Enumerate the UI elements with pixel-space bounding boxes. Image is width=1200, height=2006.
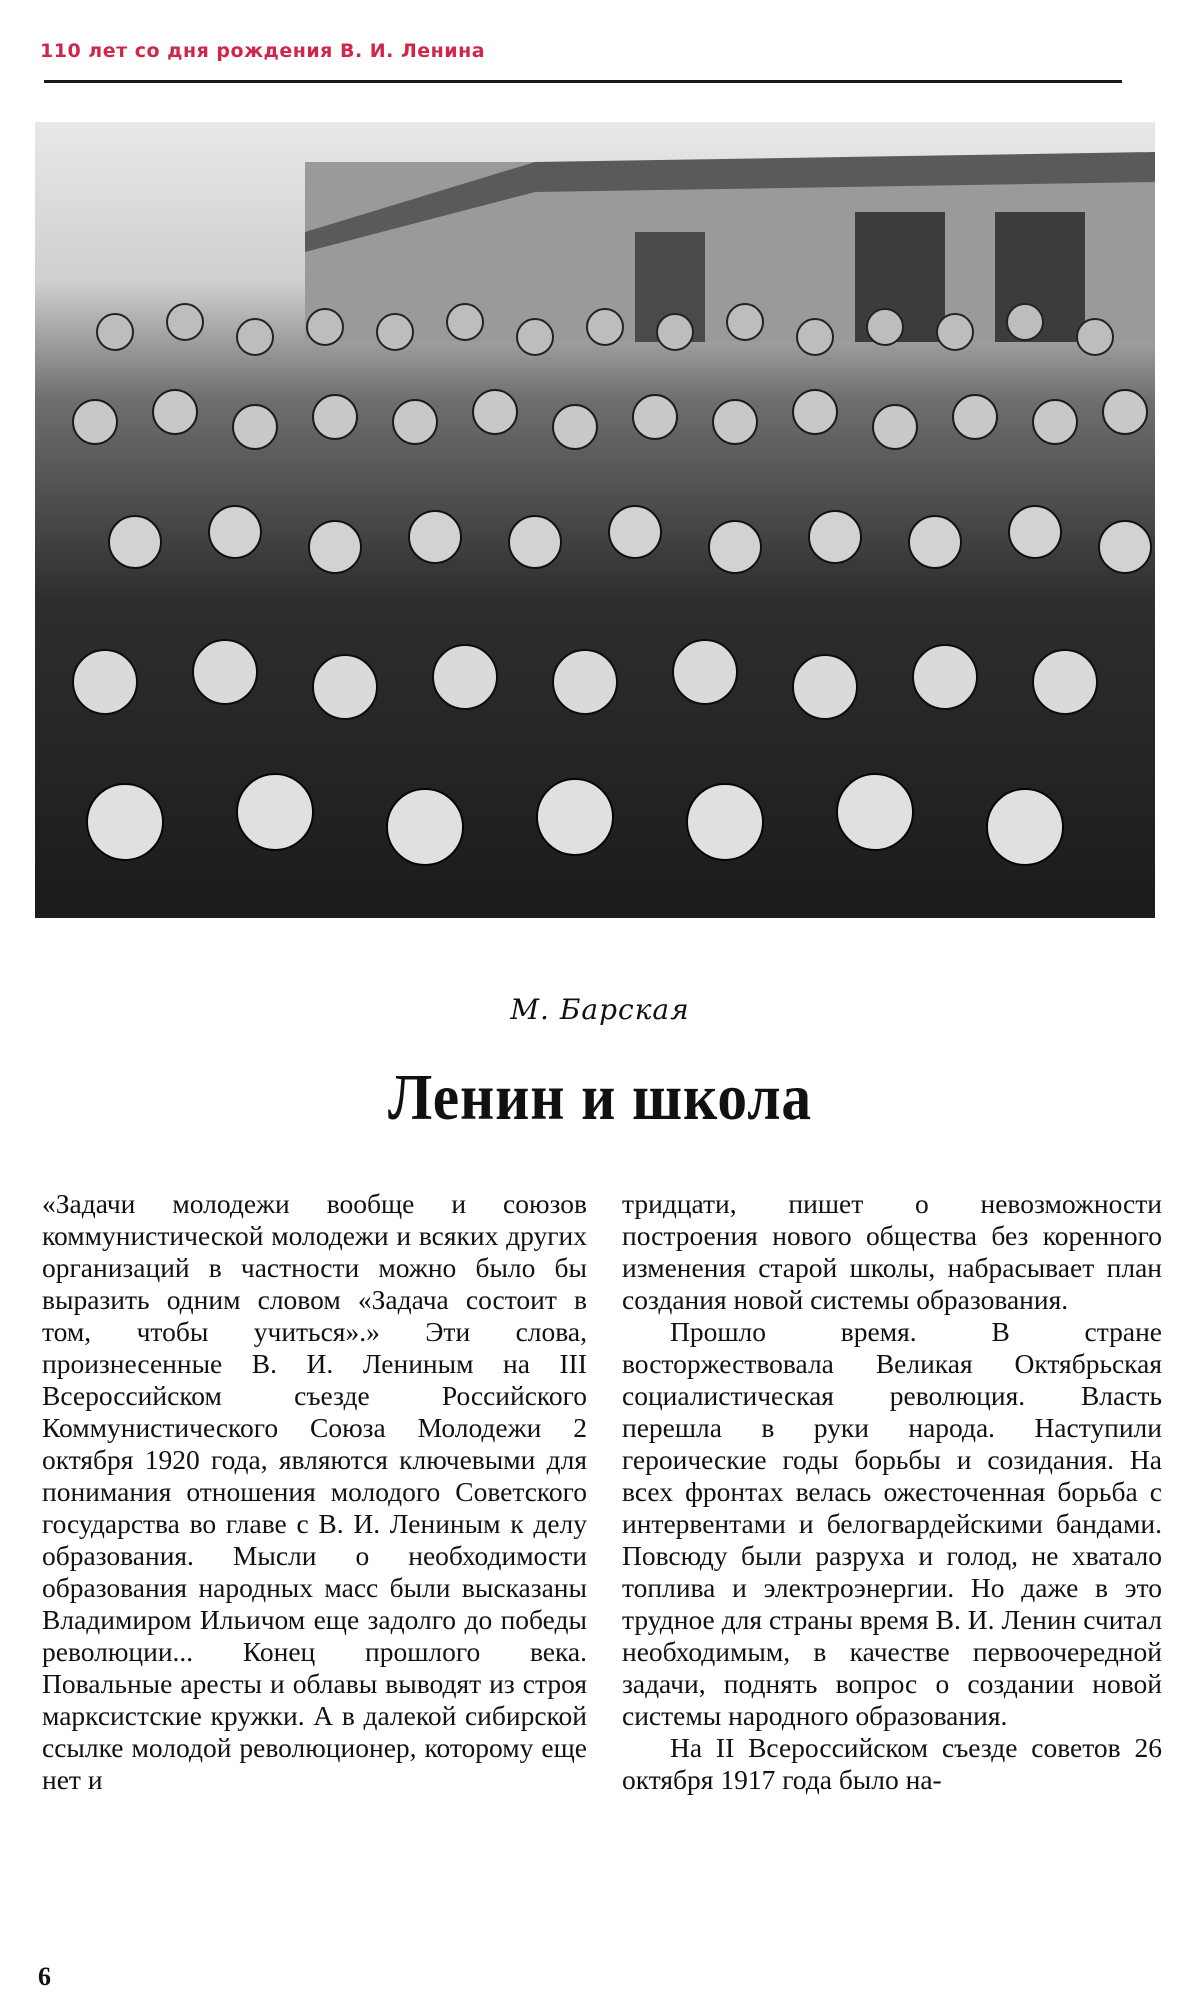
section-header: 110 лет со дня рождения В. И. Ленина — [40, 40, 486, 62]
crowd-photograph — [35, 122, 1155, 918]
article-author: М. Барская — [510, 993, 690, 1026]
paragraph: «Задачи молодежи вообще и союзов коммунистической молодежи и всяких других организаций в частности можно было бы выразить одним словом «Задача состоит в том, чтобы учиться».» Эти слова, произнесенные В. И. Лениным на III Всероссийском съезде Российского Коммунистического Союза Молодежи 2 октября 1920 года, являются ключевыми для понимания отношения молодого Советского государства во главе с В. И. Лениным к делу образования. Мысли о необходимости образования народных масс были высказаны Владимиром Ильичом еще задолго до победы революции... Конец прошлого века. Повальные аресты и облавы выводят из строя марксистские кружки. А в далекой сибирской ссылке молодой революционер, которому еще нет и — [42, 1188, 587, 1795]
paragraph: Прошло время. В стране восторжествовала Великая Октябрьская социалистическая революция. Власть перешла в руки народа. Наступили героические годы борьбы и созидания. На всех фронтах велась ожесточенная борьба с интервентами и белогвардейскими бандами. Повсюду были разруха и голод, не хватало топлива и электроэнергии. Но даже в это трудное для страны время В. И. Ленин считал необходимым, в качестве первоочередной задачи, поднять вопрос о создании новой системы народного образования. — [622, 1316, 1162, 1731]
article-column-right — [622, 1188, 1162, 1796]
article-column-left — [42, 1188, 587, 1796]
paragraph: На II Всероссийском съезде советов 26 октября 1917 года было на- — [622, 1732, 1162, 1795]
paragraph: тридцати, пишет о невозможности построения нового общества без коренного изменения старой школы, набрасывает план создания новой системы образования. — [622, 1188, 1162, 1315]
page-number: 6 — [38, 1962, 51, 1991]
article-title: Ленин и школа — [387, 1061, 813, 1134]
header-divider — [44, 80, 1122, 83]
